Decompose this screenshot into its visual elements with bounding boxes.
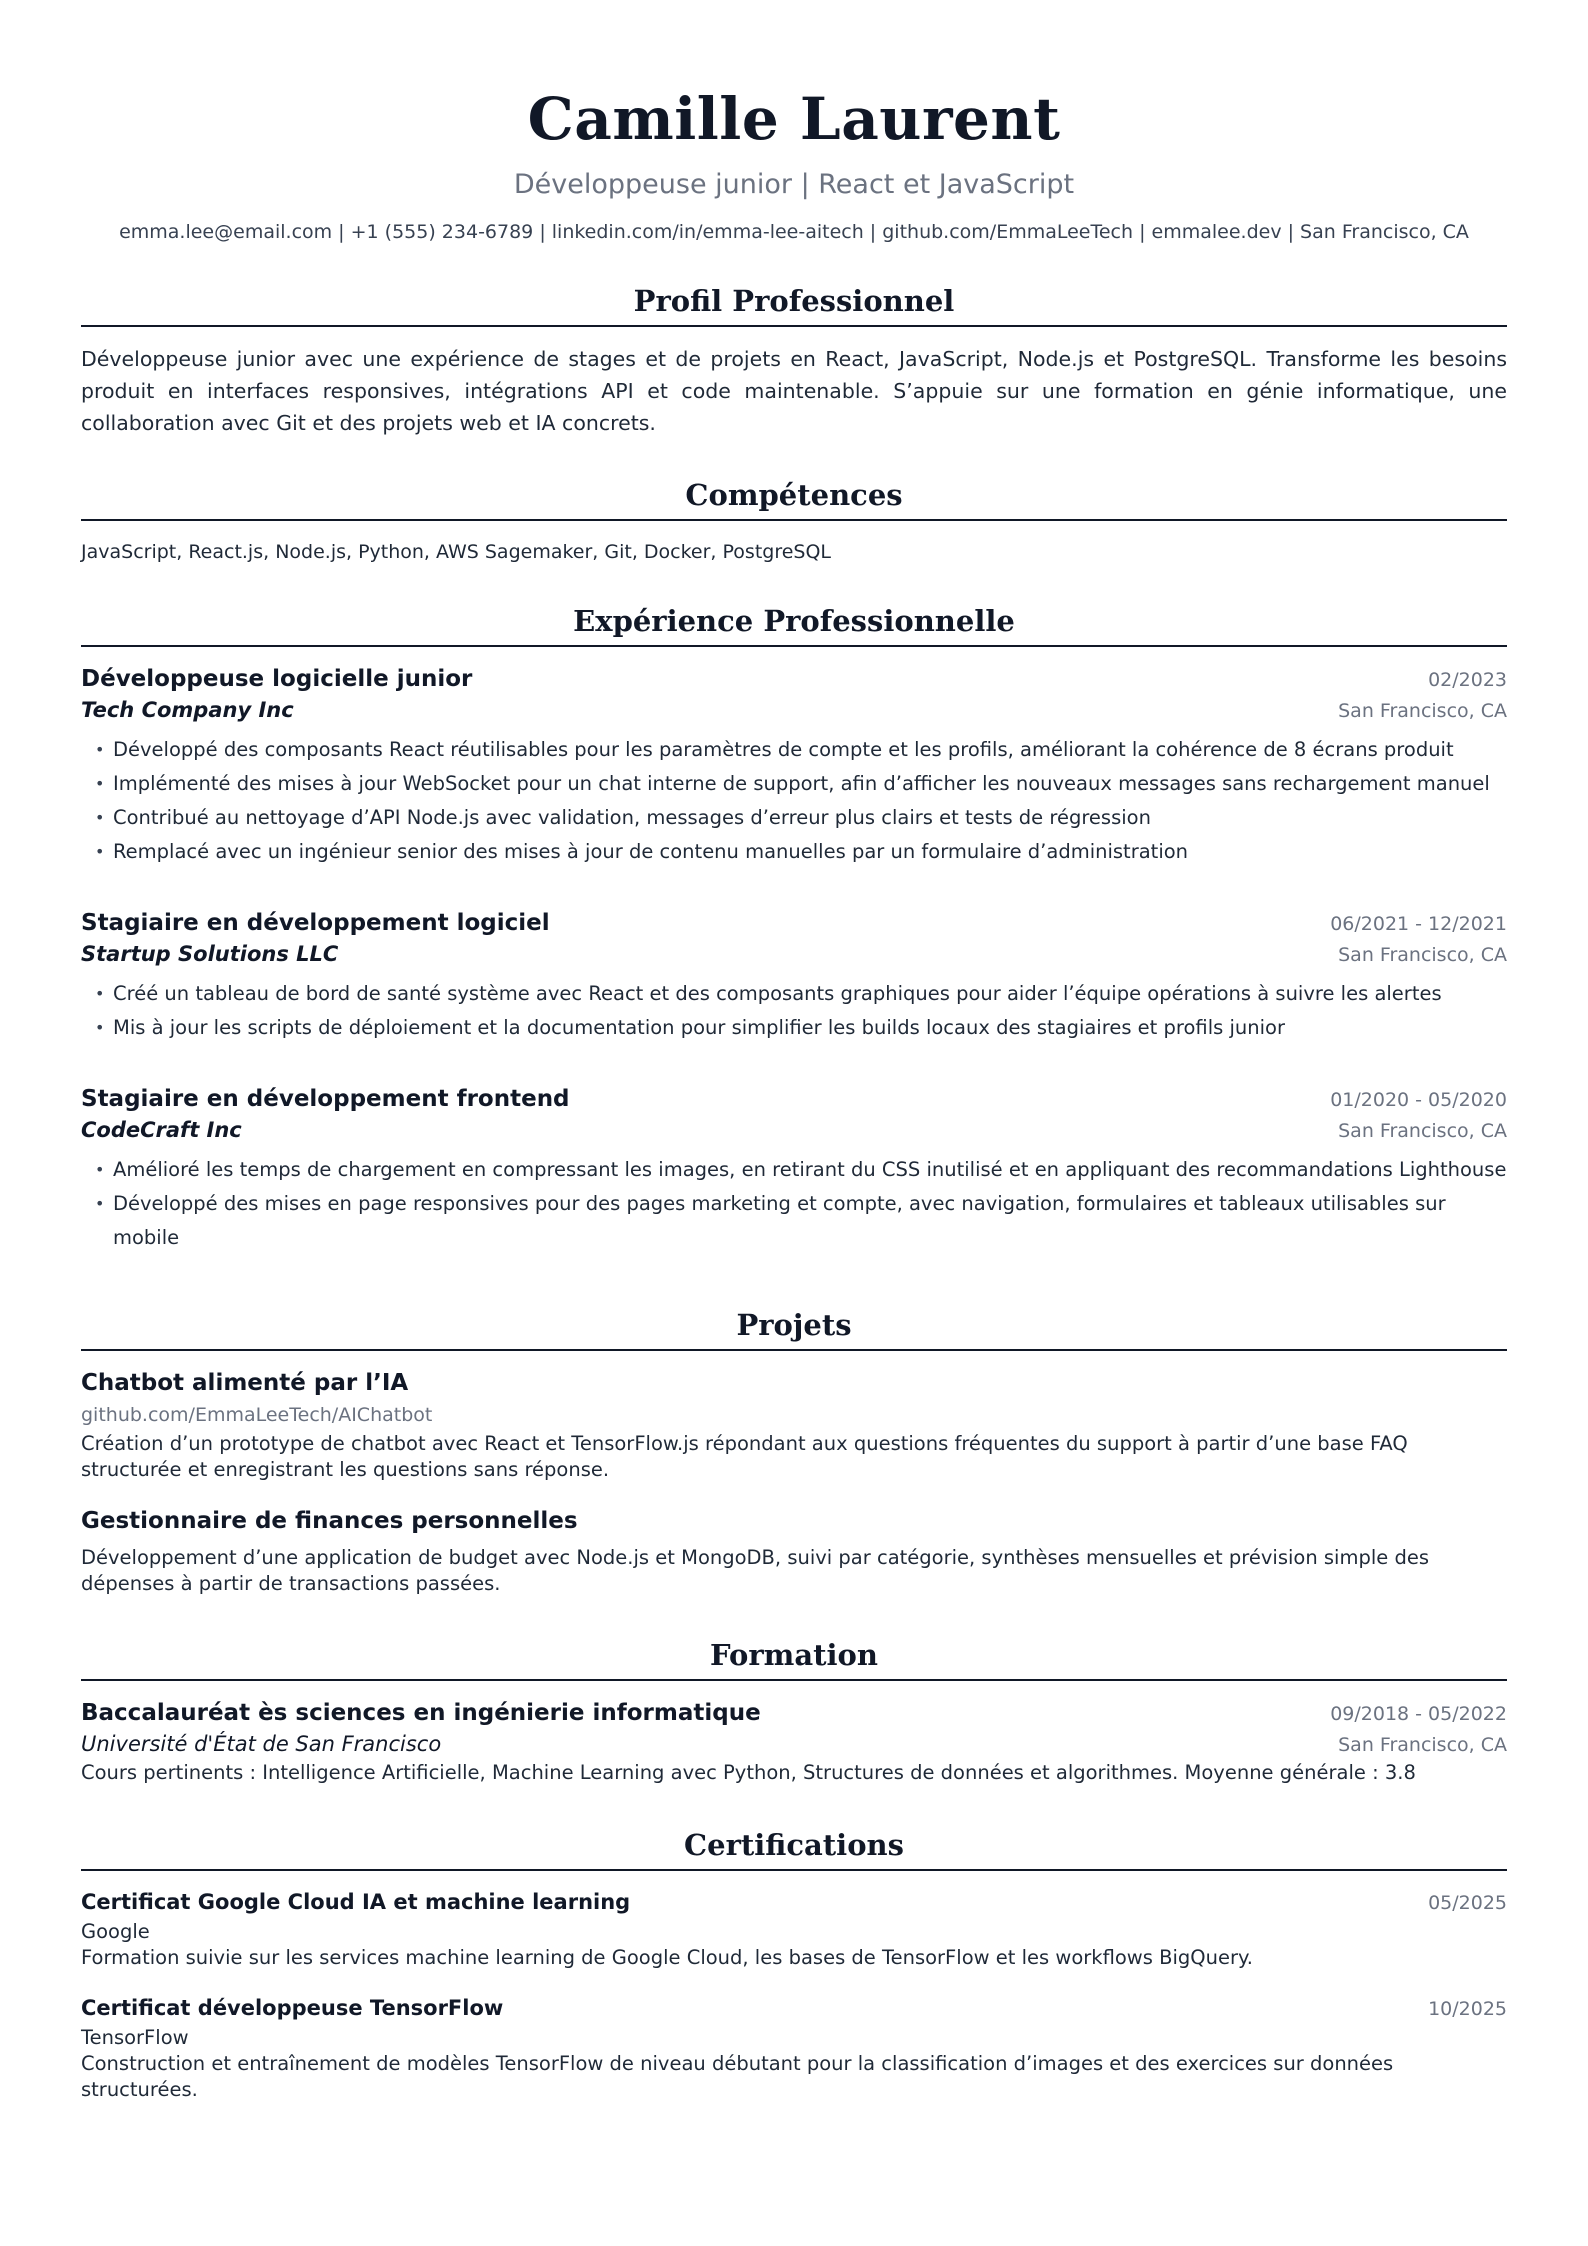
job-company: Tech Company Inc: [81, 698, 294, 722]
resume-header: [81, 0, 1507, 245]
section-title-certifications: Certifications: [81, 1827, 1507, 1871]
certification-title: Certificat développeuse TensorFlow: [81, 1996, 504, 2020]
section-title-experience: Expérience Professionnelle: [81, 603, 1507, 647]
job-bullets: [81, 977, 1507, 1045]
job-bullets: [81, 733, 1507, 869]
job-date: 02/2023: [1428, 669, 1507, 691]
job-bullet: • Implémenté des mises à jour WebSocket pour un chat interne de support, afin d’afficher les nouveaux messages sans rechargement manuel: [81, 767, 1507, 801]
certification-date: 05/2025: [1428, 1892, 1507, 1914]
education-school: Université d'État de San Francisco: [81, 1732, 442, 1756]
project-entry: [81, 1505, 1507, 1597]
education-date: 09/2018 - 05/2022: [1330, 1703, 1507, 1725]
project-link[interactable]: github.com/EmmaLeeTech/AIChatbot: [81, 1404, 433, 1426]
certification-description: Formation suivie sur les services machine learning de Google Cloud, les bases de TensorFlow et les workflows BigQuery.: [81, 1946, 1253, 1969]
project-description: Création d’un prototype de chatbot avec React et TensorFlow.js répondant aux questions fréquentes du support à partir d’une base FAQ structurée et enregistrant les questions sans réponse.: [81, 1432, 1408, 1481]
experience-entry: [81, 663, 1507, 869]
candidate-headline: Développeuse junior | React et JavaScript: [513, 169, 1075, 200]
experience-section: [81, 603, 1507, 1255]
section-title-education: Formation: [81, 1637, 1507, 1681]
job-bullets: [81, 1153, 1507, 1255]
job-company: CodeCraft Inc: [81, 1118, 242, 1142]
education-location: San Francisco, CA: [1338, 1734, 1507, 1756]
certification-date: 10/2025: [1428, 1998, 1507, 2020]
job-bullet: • Mis à jour les scripts de déploiement et la documentation pour simplifier les builds locaux des stagiaires et profils junior: [81, 1011, 1507, 1045]
job-title: Développeuse logicielle junior: [81, 666, 473, 692]
education-section: [81, 1637, 1507, 1787]
projects-section: [81, 1307, 1507, 1597]
job-bullet: • Amélioré les temps de chargement en compressant les images, en retirant du CSS inutilisé et en appliquant des recommandations Lighthouse: [81, 1153, 1507, 1187]
certification-issuer: Google: [81, 1920, 150, 1943]
job-location: San Francisco, CA: [1338, 944, 1507, 966]
job-title: Stagiaire en développement frontend: [81, 1086, 570, 1112]
project-entry: [81, 1367, 1507, 1483]
job-location: San Francisco, CA: [1338, 700, 1507, 722]
profile-summary: Développeuse junior avec une expérience de stages et de projets en React, JavaScript, Node.js et PostgreSQL. Transforme les besoins produit en interfaces responsives, intégrations API et code maintenable. S’appuie sur une formation en génie informatique, une collaboration avec Git et des projets web et IA concrets.: [81, 347, 1507, 435]
profile-section: [81, 283, 1507, 439]
experience-entry: [81, 907, 1507, 1045]
certification-description: Construction et entraînement de modèles TensorFlow de niveau débutant pour la classification d’images et des exercices sur données structurées.: [81, 2052, 1394, 2101]
candidate-name: Camille Laurent: [527, 85, 1061, 153]
certification-issuer: TensorFlow: [81, 2026, 189, 2049]
job-bullet: • Développé des mises en page responsives pour des pages marketing et compte, avec navigation, formulaires et tableaux utilisables sur mobile: [81, 1187, 1507, 1255]
project-title: Chatbot alimenté par l’IA: [81, 1370, 409, 1396]
education-entry: [81, 1697, 1507, 1787]
section-title-skills: Compétences: [81, 477, 1507, 521]
certification-entry: [81, 1887, 1507, 1971]
job-bullet: • Créé un tableau de bord de santé système avec React et des composants graphiques pour aider l’équipe opérations à suivre les alertes: [81, 977, 1507, 1011]
section-title-profile: Profil Professionnel: [81, 283, 1507, 327]
contact-line: emma.lee@email.com | +1 (555) 234-6789 | linkedin.com/in/emma-lee-aitech | github.com/EmmaLeeTech | emmalee.dev | San Francisco, CA: [119, 221, 1469, 243]
certification-entry: [81, 1993, 1507, 2103]
job-title: Stagiaire en développement logiciel: [81, 910, 550, 936]
certification-title: Certificat Google Cloud IA et machine learning: [81, 1890, 631, 1914]
job-location: San Francisco, CA: [1338, 1120, 1507, 1142]
job-bullet: • Développé des composants React réutilisables pour les paramètres de compte et les profils, améliorant la cohérence de 8 écrans produit: [81, 733, 1507, 767]
experience-entry: [81, 1083, 1507, 1255]
job-bullet: • Contribué au nettoyage d’API Node.js avec validation, messages d’erreur plus clairs et tests de régression: [81, 801, 1507, 835]
education-description: Cours pertinents : Intelligence Artificielle, Machine Learning avec Python, Structures de données et algorithmes. Moyenne générale : 3.8: [81, 1761, 1416, 1784]
job-date: 06/2021 - 12/2021: [1330, 913, 1507, 935]
education-degree: Baccalauréat ès sciences en ingénierie informatique: [81, 1700, 761, 1726]
skills-section: [81, 477, 1507, 565]
skills-list: JavaScript, React.js, Node.js, Python, AWS Sagemaker, Git, Docker, PostgreSQL: [81, 541, 832, 563]
project-description: Développement d’une application de budget avec Node.js et MongoDB, suivi par catégorie, synthèses mensuelles et prévision simple des dépenses à partir de transactions passées.: [81, 1546, 1429, 1595]
project-title: Gestionnaire de finances personnelles: [81, 1508, 578, 1534]
section-title-projects: Projets: [81, 1307, 1507, 1351]
job-bullet: • Remplacé avec un ingénieur senior des mises à jour de contenu manuelles par un formulaire d’administration: [81, 835, 1507, 869]
certifications-section: [81, 1827, 1507, 2103]
job-date: 01/2020 - 05/2020: [1330, 1089, 1507, 1111]
job-company: Startup Solutions LLC: [81, 942, 339, 966]
